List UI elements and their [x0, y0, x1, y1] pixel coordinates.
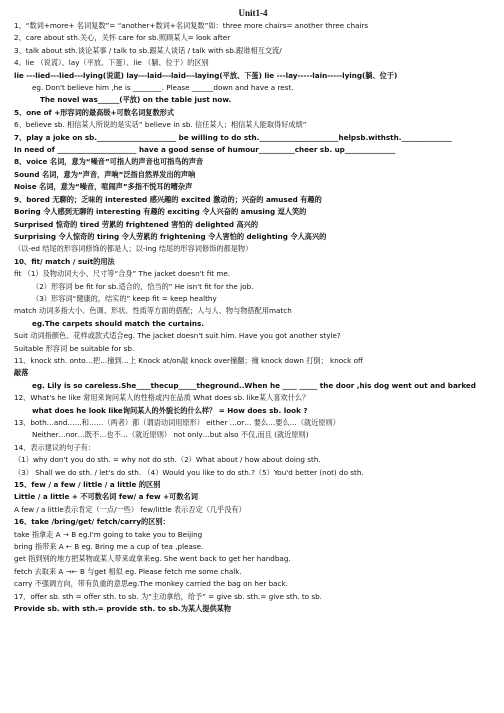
note-line: Noise 名词，意为“噪音，喧闹声”多指不悦耳的嘈杂声: [14, 182, 193, 192]
note-line: bring 指带来 A ← B eg. Bring me a cup of tea ,please.: [14, 542, 204, 552]
note-line: Surprised 惊奇的 tired 劳累的 frightened 害怕的 delighted 高兴的: [14, 219, 259, 229]
note-line: （3） Shall we do sth. / let's do sth. （4）Would you like to do sth.?（5）You'd better (not) do sth.: [14, 467, 364, 477]
note-line: 7、play a joke on sb.______________________ be willing to do sth.______________________helpsb.withsth.______________: [14, 132, 452, 142]
note-line: A few / a little表示肯定（一点/一些） few/little 表示否定（几乎没有）: [14, 504, 246, 514]
note-line: 12、What's he like 常用来询问某人的性格或内在品质 What does sb. like某人喜欢什么？: [14, 393, 310, 403]
note-line: what does he look like询问某人的外貌长的什么样？ = How does sb. look ?: [32, 405, 308, 415]
note-line: 16、take /bring/get/ fetch/carry的区别：: [14, 517, 170, 527]
note-line: 2、care about sth.关心，关怀 care for sb.照顾某人= look after: [14, 33, 231, 43]
note-line: Suit 动词指颜色、花样或款式适合eg. The jacket doesn't suit him. Have you got another style?: [14, 331, 341, 341]
note-line: Surprising 令人惊奇的 tiring 令人劳累的 frightening 令人害怕的 delighting 令人高兴的: [14, 231, 327, 241]
note-line: 17、offer sb. sth = offer sth. to sb. 为“主动拿给，给予” = give sb. sth.= give sth. to sb.: [14, 591, 322, 601]
note-line: In need of ______________________ have a good sense of humour__________cheer sb. up______________: [14, 145, 396, 155]
note-line: 6、believe sb. 相信某人所说的是实话” believe in sb. 信任某人；相信某人能取得好成绩”: [14, 120, 307, 130]
note-line: The novel was______(平放) on the table just now.: [40, 95, 232, 105]
note-line: Sound 名词，意为“声音，声响”泛指自然界发出的声响: [14, 169, 196, 179]
note-line: eg. Lily is so careless.She____thecup_____theground..When he ____ _____ the door ,his dog went out and barked: [32, 380, 476, 390]
note-line: 14、表示建议的句子有：: [14, 442, 96, 452]
note-line: 8、voice 名词，意为“噪音”可指人的声音也可指鸟的声音: [14, 157, 204, 167]
note-line: match 动词多指大小、色调、形状、性质等方面的搭配；人与人、物与物搭配用match: [14, 306, 292, 316]
note-line: 1、“数词+more+ 名词复数”= “another+数词+名词复数”如：three more chairs= another three chairs: [14, 21, 369, 30]
note-line: fetch 去取来 A →← B 与get 相似 eg. Please fetch me some chalk.: [14, 566, 242, 576]
note-line: Suitable 形容词 be suitable for sb.: [14, 343, 135, 353]
note-line: Provide sb. with sth.= provide sth. to sb.为某人提供某物: [14, 604, 232, 614]
note-line: take 指拿走 A → B eg.I'm going to take you to Beijing: [14, 529, 203, 539]
note-line: get 指到别的地方把某物或某人带来或拿来eg. She went back to get her handbag.: [14, 554, 291, 564]
note-line: eg. Don't believe him ,he is ________. Please ______down and have a rest.: [32, 83, 294, 93]
note-line: Boring 令人感到无聊的 interesting 有趣的 exciting 令人兴奋的 amusing 逗人笑的: [14, 207, 307, 217]
note-line: 敲落: [14, 368, 29, 378]
note-line: （2）形容词 be fit for sb.适合的，恰当的” He isn't fit for the job.: [32, 281, 254, 291]
note-line: 4、lie （说谎）、lay（平放、下蛋）、lie （躺、位于）的区别: [14, 58, 209, 68]
note-line: （1）why don't you do sth. = why not do sth.（2）What about / how about doing sth.: [14, 455, 321, 465]
note-line: carry 不强调方向，带有负重的意思eg.The monkey carried the bag on her back.: [14, 579, 288, 589]
page-title: Unit1-4: [238, 8, 268, 18]
note-line: （3）形容词“健康的，结实的” keep fit = keep healthy: [32, 293, 217, 303]
note-line: 9、bored 无聊的；乏味的 interested 感兴趣的 excited 激动的；兴奋的 amused 有趣的: [14, 194, 322, 204]
note-line: eg.The carpets should match the curtains.: [32, 318, 204, 328]
note-line: lie ---lied---lied---lying(说谎) lay---laid---laid---laying(平放、下蛋) lie ---lay-----lain-----lying(躺、位于): [14, 70, 398, 80]
note-line: Neither…nor…既不…也不…（就近原则） not only…but also 不仅,而且 (就近原则): [32, 430, 309, 440]
note-line: 5、one of +形容词的最高级+可数名词复数形式: [14, 107, 175, 117]
note-line: 10、fit/ match / suit的用法: [14, 256, 115, 266]
note-line: 11、knock sth. onto…把…撞到…上 Knock at/on敲 knock over撞翻；撞 knock down 打倒； knock off: [14, 355, 363, 365]
note-line: 3、talk about sth.谈论某事 / talk to sb.跟某人谈话 / talk with sb.跟谁相互交流/: [14, 45, 282, 55]
note-line: fit （1）及物动词大小、尺寸等“合身” The jacket doesn't fit me.: [14, 269, 231, 279]
notes-body: [14, 20, 492, 616]
note-line: 15、few / a few / little / a little 的区别: [14, 480, 161, 490]
note-line: 13、both…and……和……（两者）都（谓语动词用原形） either …or… 要么…要么…（就近原则）: [14, 418, 340, 427]
note-line: Little / a little + 不可数名词 few/ a few +可数名词: [14, 492, 198, 502]
note-line: （以-ed 结尾的形容词修饰的都是人；以-ing 结尾的形容词修饰的都是物）: [14, 244, 253, 254]
